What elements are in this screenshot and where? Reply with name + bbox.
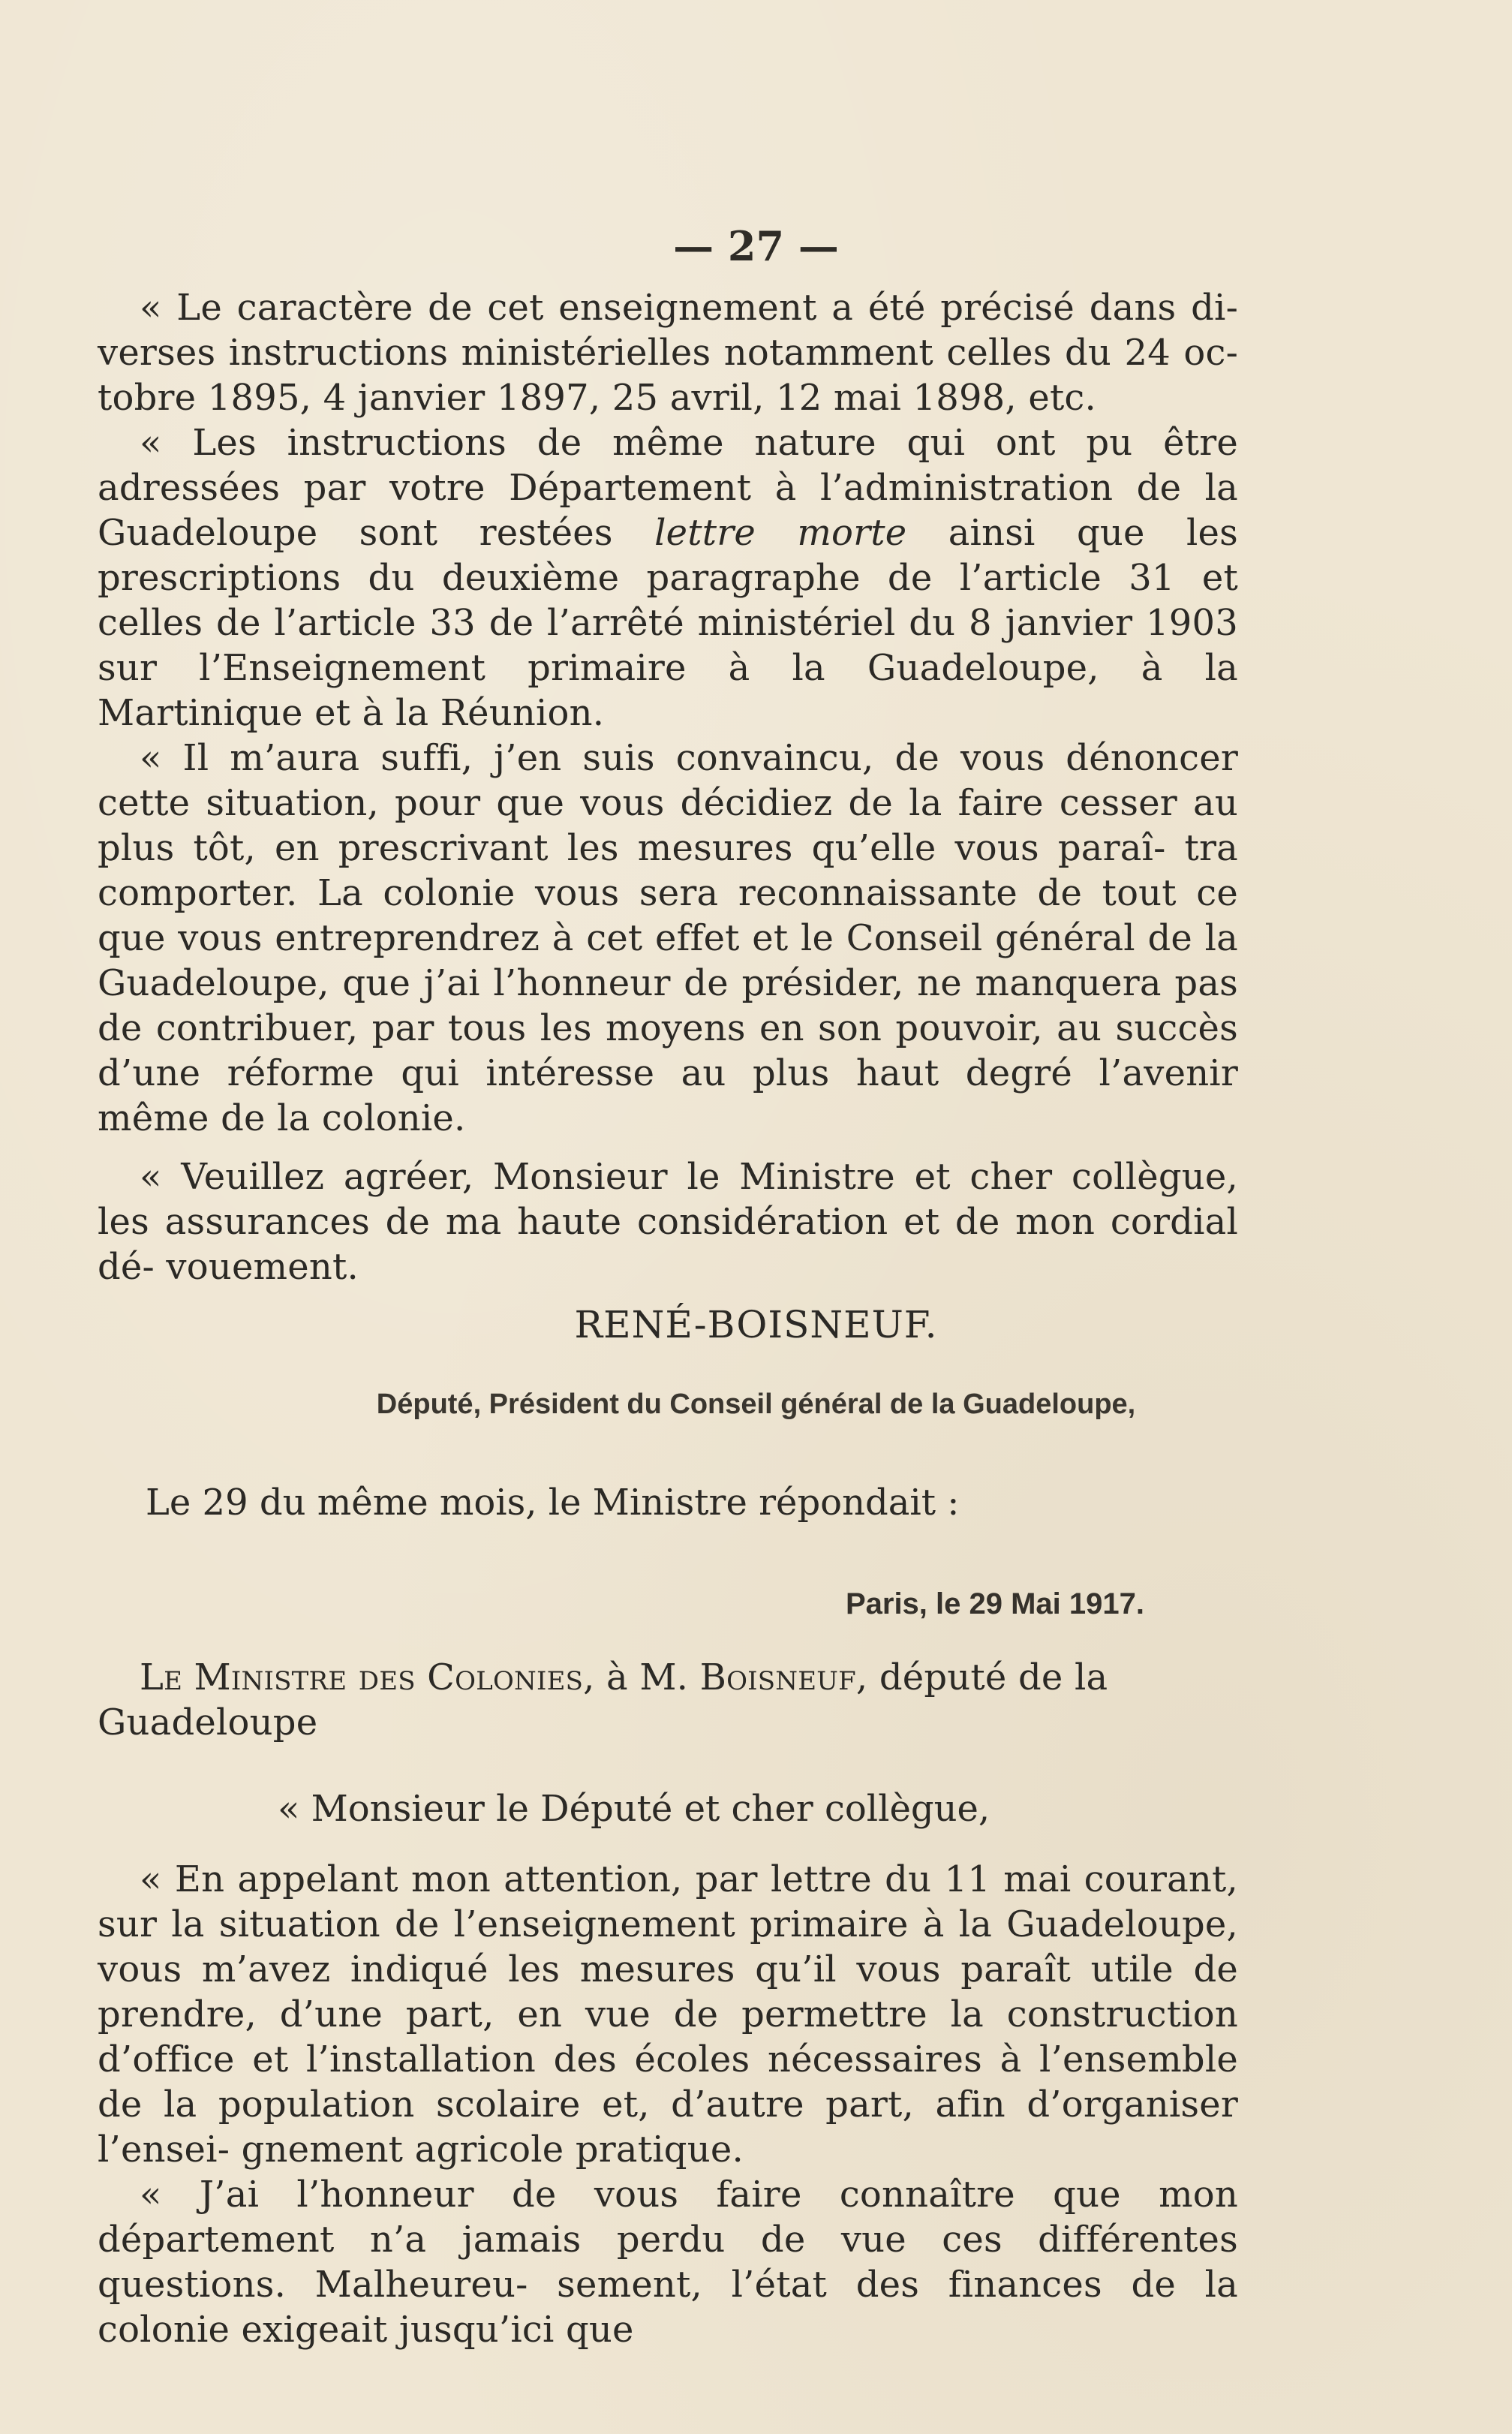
signature-title: Député, Président du Conseil général de la Guadeloupe, xyxy=(376,1388,1136,1420)
page-number: — 27 — xyxy=(673,222,839,270)
header-text: , député de la Guadeloupe xyxy=(98,1656,1108,1744)
paragraph: « En appelant mon attention, par lettre du 11 mai courant, sur la situation de l’enseignement primaire à la Guadeloupe, vous m’avez indiqué les mesures qu’il vous paraît utile de prendre, d’une part, en vue de permettre la construction d’office et l’installation des écoles nécessaires à l’ensemble de la population scolaire et, d’autre part, afin d’organiser l’ensei- gnement agricole pratique. xyxy=(98,1858,1238,2171)
paragraph-text: « Les instructions de même nature qui ont pu être adressées par votre Département à l’administration de la Guadeloupe sont restées xyxy=(98,422,1238,554)
paragraph: « Le caractère de cet enseignement a été précisé dans di- verses instructions ministérielles notamment celles du 24 oc- tobre 1895, 4 janvier 1897, 25 avril, 12 mai 1898, etc. xyxy=(98,287,1238,419)
transition-line: Le 29 du même mois, le Ministre répondait : xyxy=(146,1482,960,1524)
header-recipient: Boisneuf xyxy=(699,1656,856,1698)
dateline: Paris, le 29 Mai 1917. xyxy=(845,1587,1144,1620)
header-minister: Le Ministre des Colonies xyxy=(140,1656,584,1698)
emphasis-text: lettre morte xyxy=(654,512,907,554)
salutation: « Monsieur le Député et cher collègue, xyxy=(278,1788,990,1830)
letter-header xyxy=(98,1655,1238,1745)
paragraph: « Veuillez agréer, Monsieur le Ministre et cher collègue, les assurances de ma haute considération et de mon cordial dé- vouement. xyxy=(98,1156,1238,1288)
letter-body xyxy=(98,285,1238,1289)
paragraph-text: ainsi que les prescriptions du deuxième paragraphe de l’article 31 et celles de l’article 33 de l’arrêté ministériel du 8 janvier 1903 sur l’Enseignement primaire à la Guadeloupe, à la Martinique et à la Réunion. xyxy=(98,512,1238,734)
paragraph: « J’ai l’honneur de vous faire connaître que mon département n’a jamais perdu de vue ces différentes questions. Malheureu- sement, l’état des finances de la colonie exigeait jusqu’ici que xyxy=(98,2174,1238,2351)
reply-body xyxy=(98,1857,1238,2352)
header-text: , à M. xyxy=(583,1656,700,1698)
paragraph: « Il m’aura suffi, j’en suis convaincu, de vous dénoncer cette situation, pour que vous décidiez de la faire cesser au plus tôt, en prescrivant les mesures qu’elle vous paraî- tra comporter. La colonie vous sera reconnaissante de tout ce que vous entreprendrez à cet effet et le Conseil général de la Guadeloupe, que j’ai l’honneur de présider, ne manquera pas de contribuer, par tous les moyens en son pouvoir, au succès d’une réforme qui intéresse au plus haut degré l’avenir même de la colonie. xyxy=(98,737,1238,1139)
signature-name: RENÉ-BOISNEUF. xyxy=(574,1303,938,1346)
letter-header-text xyxy=(98,1655,1238,1745)
paragraph xyxy=(98,420,1238,736)
